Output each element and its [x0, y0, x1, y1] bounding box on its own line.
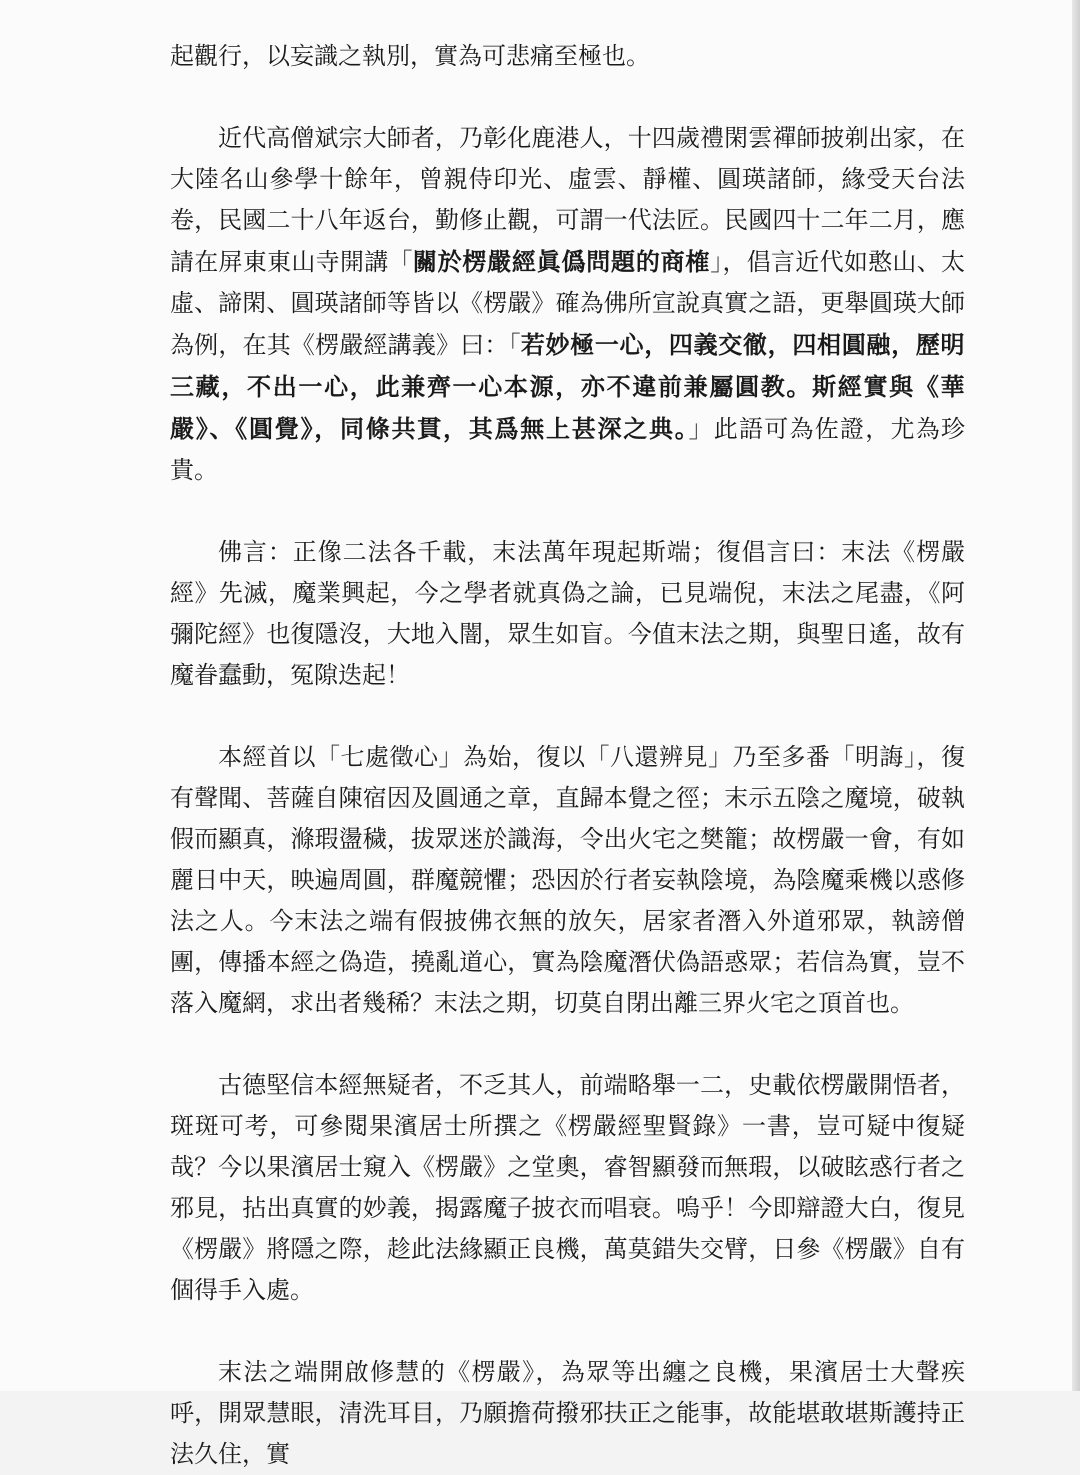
paragraph-2-text-b: 」，倡言近代如憨山、太虛、諦閑、圓瑛諸師等皆以《楞嚴》確為佛所宣說真實之語，更舉圓瑛大師為例，在其《楞嚴經講義》曰：「	[170, 248, 965, 359]
paragraph-3-text: 佛言：正像二法各千載，末法萬年現起斯端；復倡言曰：末法《楞嚴經》先滅，魔業興起，今之學者就真偽之論，已見端倪，末法之尾盡，《阿彌陀經》也復隱沒，大地入闇，眾生如盲。今值末法之期，與聖日遙，故有魔眷蠢動，冤隙迭起！	[170, 538, 965, 689]
paragraph-4	[170, 737, 965, 1024]
paragraph-gap	[170, 77, 965, 118]
document-body	[170, 36, 965, 1475]
paragraph-gap	[170, 491, 965, 532]
paragraph-2-text-c: 」此語可為佐證，尤為珍貴。	[170, 415, 965, 484]
paragraph-gap	[170, 1024, 965, 1065]
paragraph-6	[170, 1352, 965, 1475]
paragraph-gap	[170, 696, 965, 737]
paragraph-2	[170, 118, 965, 491]
paragraph-3	[170, 532, 965, 696]
paragraph-5	[170, 1065, 965, 1311]
page-edge-shadow	[1072, 0, 1080, 1391]
paragraph-6-text: 末法之端開啟修慧的《楞嚴》，為眾等出纏之良機，果濱居士大聲疾呼，開眾慧眼，清洗耳目，乃願擔荷撥邪扶正之能事，故能堪敢堪斯護持正法久住，實	[170, 1358, 965, 1468]
lecture-title: 關於楞嚴經眞僞問題的商榷	[412, 247, 711, 276]
paragraph-1-text: 起觀行，以妄識之執別，實為可悲痛至極也。	[170, 42, 650, 70]
paragraph-5-text: 古德堅信本經無疑者，不乏其人，前端略舉一二，史載依楞嚴開悟者，斑斑可考，可參閱果濱居士所撰之《楞嚴經聖賢錄》一書，豈可疑中復疑哉？今以果濱居士窺入《楞嚴》之堂奧，睿智顯發而無瑕，以破眩惑行者之邪見，拈出真實的妙義，揭露魔子披衣而唱衰。嗚乎！今即辯證大白，復見《楞嚴》將隱之際，趁此法緣顯正良機，萬莫錯失交臂，日參《楞嚴》自有個得手入處。	[170, 1071, 965, 1304]
paragraph-gap	[170, 1311, 965, 1352]
paragraph-4-text: 本經首以「七處徵心」為始，復以「八還辨見」乃至多番「明誨」，復有聲聞、菩薩自陳宿因及圓通之章，直歸本覺之徑；末示五陰之魔境，破執假而顯真，滌瑕盪穢，拔眾迷於識海，令出火宅之樊籠；故楞嚴一會，有如麗日中天，映遍周圓，群魔競懼；恐因於行者妄執陰境，為陰魔乘機以惑修法之人。今末法之端有假披佛衣無的放矢，居家者潛入外道邪眾，執謗僧團，傳播本經之偽造，撓亂道心，實為陰魔潛伏偽語惑眾；若信為實，豈不落入魔網，求出者幾稀？末法之期，切莫自閉出離三界火宅之頂首也。	[170, 743, 965, 1017]
paragraph-1	[170, 36, 965, 77]
quoted-passage: 若妙極一心，四義交徹，四相圓融，歷明三藏，不出一心，此兼齊一心本源，亦不違前兼屬圓教。斯經實與《華嚴》、《圓覺》，同條共貫，其爲無上甚深之典。	[170, 330, 965, 443]
paragraph-2-text-a: 近代高僧斌宗大師者，乃彰化鹿港人，十四歲禮閑雲禪師披剃出家，在大陸名山參學十餘年，曾親侍印光、虛雲、靜權、圓瑛諸師，緣受天台法卷，民國二十八年返台，勤修止觀，可謂一代法匠。民國四十二年二月，應請在屏東東山寺開講「	[170, 124, 965, 276]
